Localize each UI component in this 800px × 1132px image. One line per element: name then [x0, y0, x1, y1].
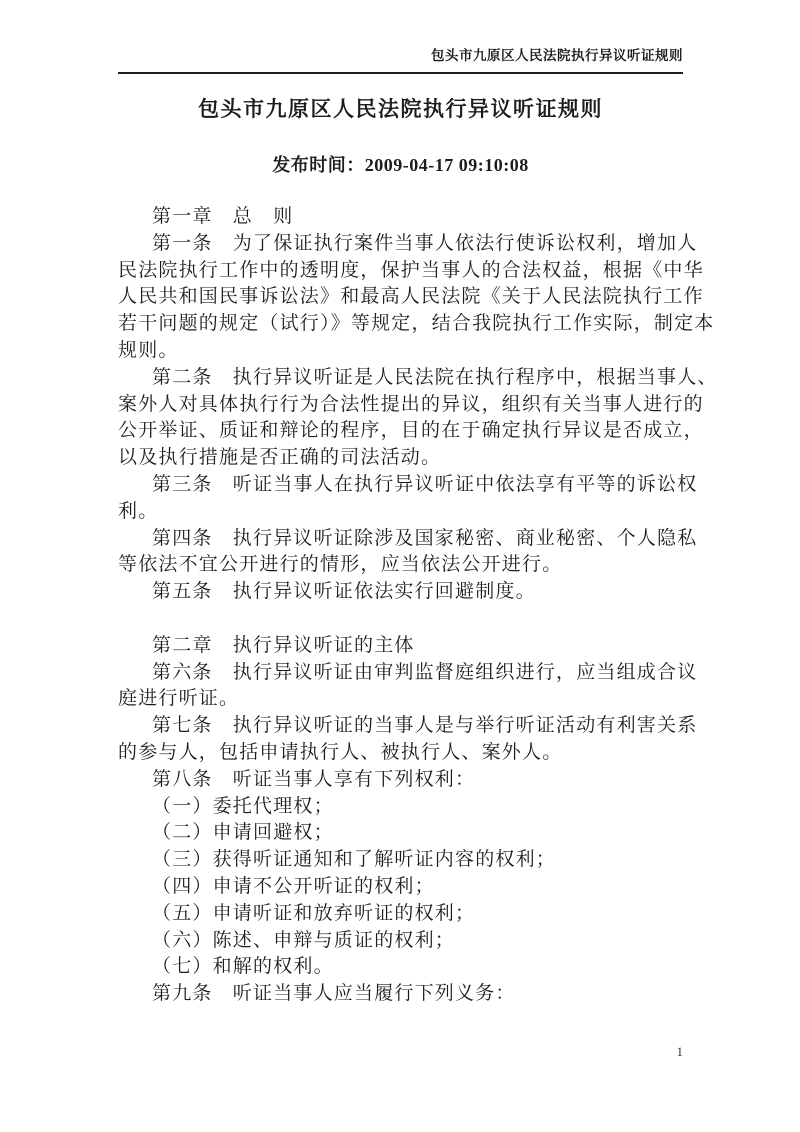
text-line: 第九条 听证当事人应当履行下列义务：: [152, 983, 516, 1005]
text-line: 庭进行听证。: [118, 688, 240, 710]
text-line: （七）和解的权利。: [152, 956, 334, 978]
document-body: [118, 204, 718, 1008]
text-line: 公开举证、质证和辩论的程序，目的在于确定执行异议是否成立，: [118, 420, 704, 442]
text-line: 第四条 执行异议听证除涉及国家秘密、商业秘密、个人隐私: [152, 527, 698, 549]
text-line: （六）陈述、申辩与质证的权利；: [152, 929, 456, 951]
text-line: 利。: [118, 500, 159, 522]
text-line: 第五条 执行异议听证依法实行回避制度。: [152, 581, 536, 603]
text-line: （五）申请听证和放弃听证的权利；: [152, 902, 476, 924]
text-line: （一）委托代理权；: [152, 795, 334, 817]
text-line: 民法院执行工作中的透明度，保护当事人的合法权益，根据《中华: [118, 259, 704, 281]
text-line: 第一条 为了保证执行案件当事人依法行使诉讼权利，增加人: [152, 232, 698, 254]
text-line: 第三条 听证当事人在执行异议听证中依法享有平等的诉讼权: [152, 473, 698, 495]
page-title: 包头市九原区人民法院执行异议听证规则: [198, 97, 603, 121]
text-line: 第七条 执行异议听证的当事人是与举行听证活动有利害关系: [152, 715, 698, 737]
text-line: 的参与人，包括申请执行人、被执行人、案外人。: [118, 741, 563, 763]
text-line: 案外人对具体执行行为合法性提出的异议，组织有关当事人进行的: [118, 393, 704, 415]
text-line: 第二条 执行异议听证是人民法院在执行程序中，根据当事人、: [152, 366, 718, 388]
text-line: （四）申请不公开听证的权利；: [152, 875, 435, 897]
publish-date-line: 发布时间：2009-04-17 09:10:08: [272, 155, 529, 175]
blank-line: [118, 606, 683, 633]
text-line: 人民共和国民事诉讼法》和最高人民法院《关于人民法院执行工作: [118, 286, 704, 308]
running-header: [118, 48, 683, 74]
text-line: 第二章 执行异议听证的主体: [152, 634, 415, 656]
text-line: 第八条 听证当事人享有下列权利：: [152, 768, 476, 790]
text-line: 第一章 总 则: [152, 206, 294, 227]
text-line: （二）申请回避权；: [152, 822, 334, 844]
text-line: 第六条 执行异议听证由审判监督庭组织进行，应当组成合议: [152, 661, 698, 683]
text-line: 规则。: [118, 339, 179, 361]
text-line: （三）获得听证通知和了解听证内容的权利；: [152, 849, 557, 871]
text-line: 等依法不宜公开进行的情形，应当依法公开进行。: [118, 554, 563, 576]
text-line: 以及执行措施是否正确的司法活动。: [118, 447, 442, 469]
page-number: 1: [676, 1044, 683, 1059]
running-header-text: 包头市九原区人民法院执行异议听证规则: [431, 48, 683, 63]
text-line: 若干问题的规定（试行）》等规定，结合我院执行工作实际，制定本: [118, 313, 715, 335]
